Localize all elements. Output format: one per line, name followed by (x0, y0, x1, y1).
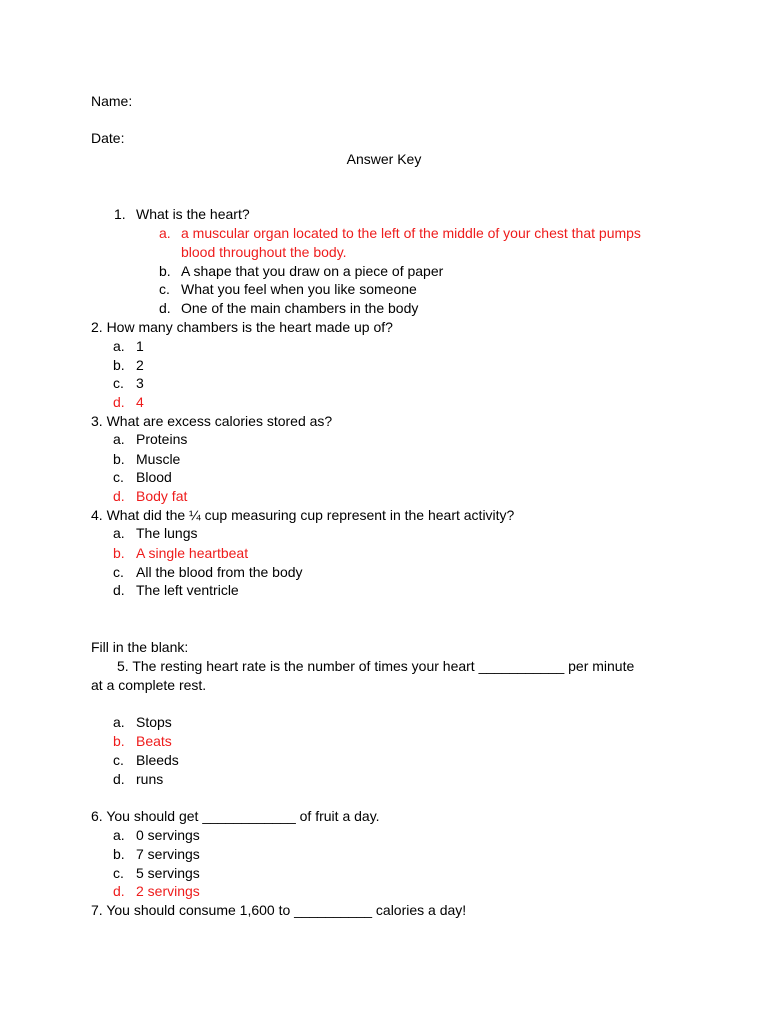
option-text: Blood (136, 469, 172, 485)
option-marker: b. (159, 263, 171, 279)
option-marker: b. (113, 451, 125, 467)
date-label: Date: (91, 130, 125, 146)
option-marker: b. (113, 357, 125, 373)
question-text: 5. The resting heart rate is the number of times your heart ___________ per minute (117, 658, 635, 674)
option-marker: c. (113, 469, 124, 485)
option-text: What you feel when you like someone (181, 281, 417, 297)
option-text: Stops (136, 714, 172, 730)
option-marker: d. (113, 883, 125, 899)
option-text: Bleeds (136, 752, 179, 768)
page-title: Answer Key (346, 151, 422, 167)
name-label: Name: (91, 93, 133, 109)
option-text: One of the main chambers in the body (181, 300, 419, 316)
option-marker: a. (113, 714, 125, 730)
option-text: The lungs (136, 525, 198, 541)
question-text-continued: at a complete rest. (91, 677, 207, 693)
option-text: Muscle (136, 451, 181, 467)
question-text: 2. How many chambers is the heart made up of? (91, 319, 393, 335)
option-text: 3 (136, 375, 144, 391)
option-text-correct: Beats (136, 733, 172, 749)
option-text: A shape that you draw on a piece of paper (181, 263, 444, 279)
option-text: runs (136, 771, 164, 787)
option-marker: b. (113, 846, 125, 862)
question-text: 3. What are excess calories stored as? (91, 413, 333, 429)
option-marker: d. (113, 771, 125, 787)
option-text-correct: a muscular organ located to the left of the middle of your chest that pumps (181, 225, 641, 241)
option-text-correct: 4 (136, 394, 144, 410)
option-marker: a. (159, 225, 171, 241)
option-text: 1 (136, 338, 144, 354)
option-marker: c. (113, 865, 124, 881)
option-marker: d. (113, 488, 125, 504)
question-text: What is the heart? (136, 206, 250, 222)
option-text: 5 servings (136, 865, 200, 881)
option-marker: c. (159, 281, 170, 297)
option-text: The left ventricle (136, 582, 239, 598)
option-marker: a. (113, 827, 125, 843)
option-text: Proteins (136, 431, 188, 447)
option-text-correct: 2 servings (136, 883, 200, 899)
question-number: 1. (114, 206, 126, 222)
option-marker: b. (113, 733, 125, 749)
option-marker: d. (159, 300, 171, 316)
option-marker: a. (113, 431, 125, 447)
option-text: All the blood from the body (136, 564, 303, 580)
option-marker: a. (113, 525, 125, 541)
option-text: 2 (136, 357, 144, 373)
option-marker: c. (113, 564, 124, 580)
option-marker: d. (113, 582, 125, 598)
option-marker: b. (113, 545, 125, 561)
option-text: 7 servings (136, 846, 200, 862)
option-text: 0 servings (136, 827, 200, 843)
section-heading: Fill in the blank: (91, 639, 189, 655)
question-text: 7. You should consume 1,600 to __________ calories a day! (91, 902, 467, 918)
option-text-correct: Body fat (136, 488, 188, 504)
option-text-correct-continued: blood throughout the body. (181, 244, 347, 260)
option-marker: a. (113, 338, 125, 354)
option-text-correct: A single heartbeat (136, 545, 249, 561)
question-text: 4. What did the ¼ cup measuring cup represent in the heart activity? (91, 507, 515, 523)
question-text: 6. You should get ____________ of fruit a day. (91, 808, 380, 824)
option-marker: c. (113, 752, 124, 768)
option-marker: d. (113, 394, 125, 410)
option-marker: c. (113, 375, 124, 391)
